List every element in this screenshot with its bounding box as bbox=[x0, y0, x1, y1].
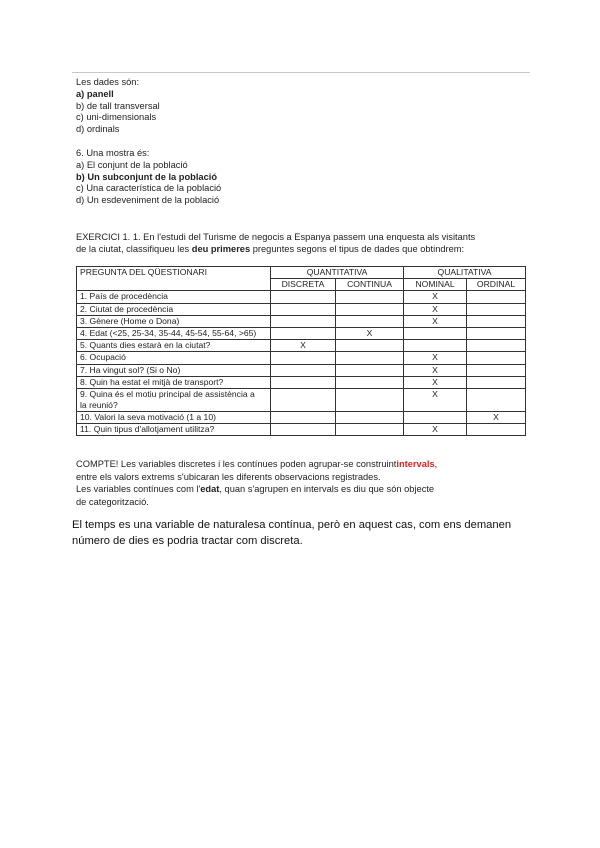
question-line: 9. Quina és el motiu principal de assistència a bbox=[80, 388, 255, 399]
question-cell: 1. País de procedència bbox=[77, 291, 271, 303]
exercise-emphasis: deu primeres bbox=[191, 243, 251, 254]
warning-note bbox=[76, 458, 437, 508]
question-cell: 10. Valori la seva motivació (1 a 10) bbox=[77, 411, 271, 423]
note-text: COMPTE! Les variables discretes i les contínues poden agrupar-se construint bbox=[76, 459, 397, 469]
table-row bbox=[77, 376, 526, 388]
question-cell: 2. Ciutat de procedència bbox=[77, 303, 271, 315]
nominal-cell: X bbox=[404, 364, 467, 376]
top-divider bbox=[72, 72, 530, 73]
discrete-cell: X bbox=[271, 340, 336, 352]
continuous-cell bbox=[336, 340, 404, 352]
option-a: a) panell bbox=[76, 88, 114, 99]
ordinal-cell bbox=[467, 388, 526, 411]
nominal-cell: X bbox=[404, 424, 467, 436]
discrete-cell bbox=[271, 303, 336, 315]
continuous-cell bbox=[336, 376, 404, 388]
discrete-cell bbox=[271, 411, 336, 423]
table-row bbox=[77, 327, 526, 339]
option-a: a) El conjunt de la població bbox=[76, 159, 188, 170]
continuous-cell bbox=[336, 291, 404, 303]
question-cell: 4. Edat (<25, 25-34, 35-44, 45-54, 55-64, >65) bbox=[77, 327, 271, 339]
note-text: entre els valors extrems s'ubicaran les diferents observacions registrades. bbox=[76, 471, 381, 482]
header-qualitative: QUALITATIVA bbox=[404, 267, 526, 279]
table-row bbox=[77, 340, 526, 352]
discrete-cell bbox=[271, 327, 336, 339]
note-text: , bbox=[434, 459, 438, 469]
question-cell: 7. Ha vingut sol? (Si o No) bbox=[77, 364, 271, 376]
table-row bbox=[77, 291, 526, 303]
question-cell: 5. Quants dies estarà en la ciutat? bbox=[77, 340, 271, 352]
nominal-cell: X bbox=[404, 291, 467, 303]
discrete-cell bbox=[271, 364, 336, 376]
option-b: b) Un subconjunt de la població bbox=[76, 171, 218, 182]
ordinal-cell bbox=[467, 424, 526, 436]
option-d: d) ordinals bbox=[76, 124, 120, 135]
table-row bbox=[77, 352, 526, 364]
exercise-label: EXERCICI 1. 1. bbox=[76, 232, 141, 242]
answer-line: El temps es una variable de naturalesa contínua, però en aquest cas, com ens demanen bbox=[72, 519, 512, 531]
question-cell bbox=[77, 388, 271, 411]
ordinal-cell bbox=[467, 315, 526, 327]
discrete-cell bbox=[271, 388, 336, 411]
header-discrete: DISCRETA bbox=[271, 279, 336, 291]
option-c: c) Una característica de la població bbox=[76, 183, 222, 194]
question-line: la reunió? bbox=[80, 399, 118, 410]
discrete-cell bbox=[271, 376, 336, 388]
option-d: d) Un esdeveniment de la població bbox=[76, 195, 220, 206]
option-b: b) de tall transversal bbox=[76, 100, 160, 111]
header-nominal: NOMINAL bbox=[404, 279, 467, 291]
ordinal-cell bbox=[467, 303, 526, 315]
nominal-cell: X bbox=[404, 376, 467, 388]
table-row bbox=[77, 315, 526, 327]
continuous-cell bbox=[336, 388, 404, 411]
continuous-cell bbox=[336, 303, 404, 315]
header-continuous: CONTINUA bbox=[336, 279, 404, 291]
question-cell: 8. Quin ha estat el mitjà de transport? bbox=[77, 376, 271, 388]
discrete-cell bbox=[271, 424, 336, 436]
ordinal-cell bbox=[467, 352, 526, 364]
discrete-cell bbox=[271, 291, 336, 303]
note-text: Les variables contínues com l' bbox=[76, 484, 201, 495]
ordinal-cell bbox=[467, 364, 526, 376]
discrete-cell bbox=[271, 315, 336, 327]
exercise-text: de la ciutat, classifiqueu les bbox=[76, 243, 192, 254]
header-quantitative: QUANTITATIVA bbox=[271, 267, 404, 279]
exercise-text: En l'estudi del Turisme de negocis a Espanya passem una enquesta als visitants bbox=[140, 232, 476, 242]
table-row bbox=[77, 303, 526, 315]
exercise-text: preguntes segons el tipus de dades que obtindrem: bbox=[250, 243, 465, 254]
continuous-cell bbox=[336, 364, 404, 376]
question-cell: 6. Ocupació bbox=[77, 352, 271, 364]
header-ordinal: ORDINAL bbox=[467, 279, 526, 291]
table-row bbox=[77, 364, 526, 376]
table-row bbox=[77, 424, 526, 436]
header-question: PREGUNTA DEL QÜESTIONARI bbox=[77, 267, 271, 291]
note-emphasis: edat bbox=[200, 484, 220, 495]
ordinal-cell: X bbox=[467, 411, 526, 423]
note-highlight: intervals bbox=[396, 459, 435, 469]
ordinal-cell bbox=[467, 376, 526, 388]
answer-line: número de dies es podria tractar com discreta. bbox=[72, 534, 303, 547]
table-header-row bbox=[77, 267, 526, 279]
table-row bbox=[77, 411, 526, 423]
continuous-cell: X bbox=[336, 327, 404, 339]
continuous-cell bbox=[336, 352, 404, 364]
nominal-cell: X bbox=[404, 388, 467, 411]
classification-table bbox=[76, 266, 526, 436]
continuous-cell bbox=[336, 315, 404, 327]
nominal-cell bbox=[404, 327, 467, 339]
nominal-cell bbox=[404, 340, 467, 352]
question-sample bbox=[76, 148, 221, 207]
nominal-cell bbox=[404, 411, 467, 423]
answer-paragraph bbox=[72, 518, 511, 549]
option-c: c) uni-dimensionals bbox=[76, 112, 157, 123]
discrete-cell bbox=[271, 352, 336, 364]
exercise-statement bbox=[76, 232, 496, 256]
question-data-type bbox=[76, 77, 160, 136]
continuous-cell bbox=[336, 411, 404, 423]
ordinal-cell bbox=[467, 340, 526, 352]
note-text: de categorització. bbox=[76, 496, 149, 507]
question-stem: 6. Una mostra és: bbox=[76, 148, 150, 158]
note-text: , quan s'agrupen en intervals es diu que són objecte bbox=[219, 484, 435, 495]
nominal-cell: X bbox=[404, 315, 467, 327]
question-cell: 3. Gènere (Home o Dona) bbox=[77, 315, 271, 327]
continuous-cell bbox=[336, 424, 404, 436]
ordinal-cell bbox=[467, 327, 526, 339]
nominal-cell: X bbox=[404, 303, 467, 315]
nominal-cell: X bbox=[404, 352, 467, 364]
question-cell: 11. Quin tipus d'allotjament utilitza? bbox=[77, 424, 271, 436]
ordinal-cell bbox=[467, 291, 526, 303]
table-row bbox=[77, 388, 526, 411]
question-stem: Les dades són: bbox=[76, 77, 140, 87]
